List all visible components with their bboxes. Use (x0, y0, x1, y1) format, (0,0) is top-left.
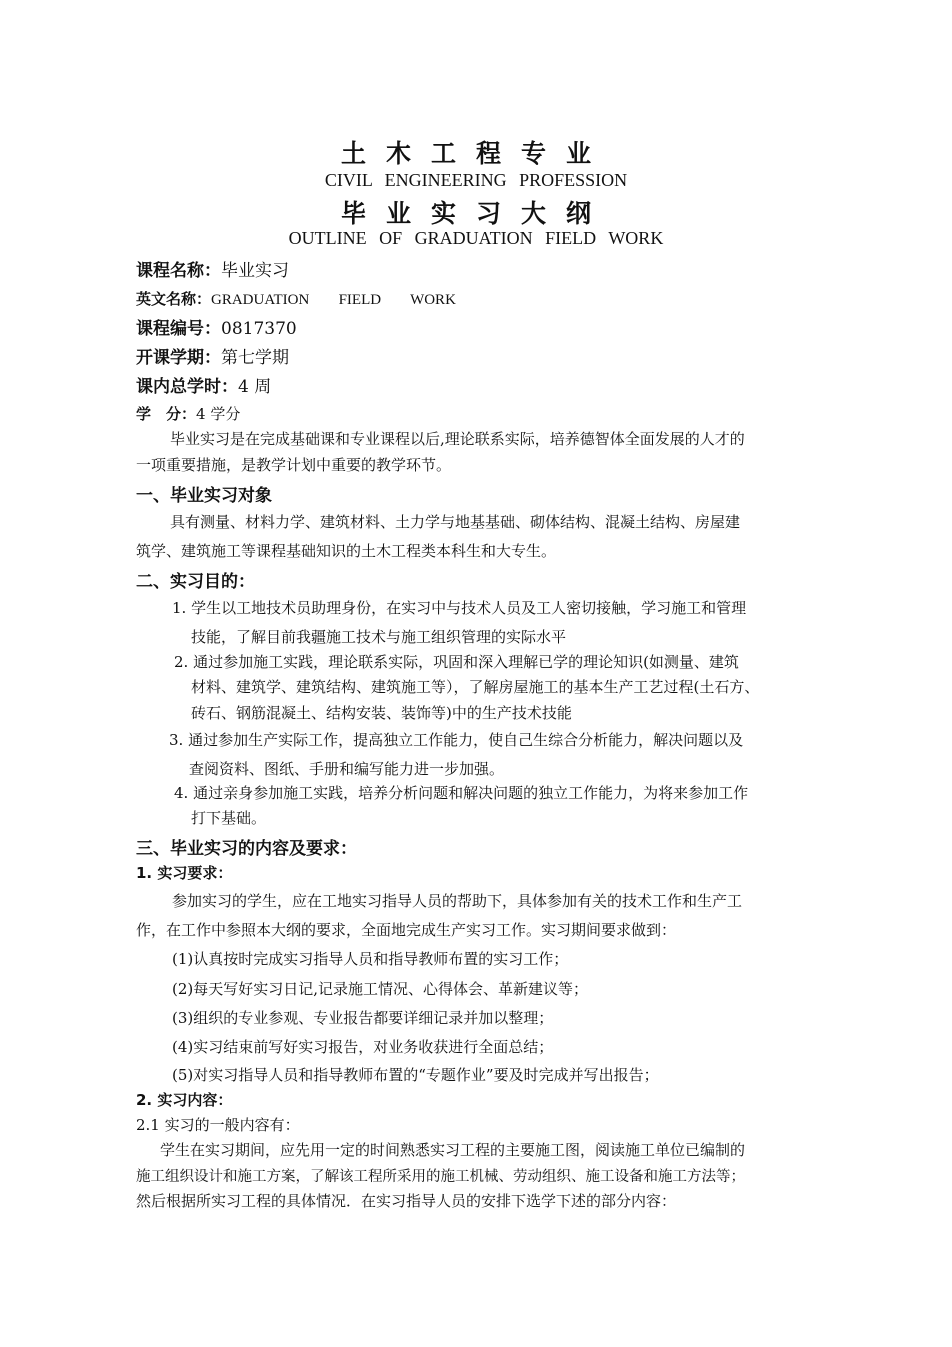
content-line-2: 施工组织设计和施工方案，了解该工程所采用的施工机械、劳动组织、施工设备和施工方法等； (136, 1169, 745, 1185)
course-code-label: 课程编号： (136, 319, 221, 339)
subtitle-english: OUTLINE OF GRADUATION FIELD WORK (288, 228, 664, 248)
requirement-item-2: (2)每天写好实习日记,记录施工情况、心得体会、革新建议等； (172, 980, 589, 998)
subtitle-chinese: 毕业实习大纲 (340, 199, 611, 228)
course-name-row (136, 256, 289, 281)
semester-label: 开课学期： (136, 348, 221, 368)
english-name-row (136, 288, 456, 309)
semester-value: 第七学期 (221, 348, 289, 368)
purpose-item-4-line-1: 4. 通过亲身参加施工实践，培养分析问题和解决问题的独立工作能力，为将来参加工作 (174, 784, 749, 802)
intro-line-2: 一项重要措施，是教学计划中重要的教学环节。 (136, 456, 452, 474)
english-name-value: GRADUATION FIELD WORK (211, 292, 456, 308)
purpose-item-2-line-1: 2. 通过参加施工实践，理论联系实际，巩固和深入理解已学的理论知识(如测量、建筑 (174, 653, 739, 671)
requirement-item-1: (1)认真按时完成实习指导人员和指导教师布置的实习工作； (172, 950, 569, 968)
requirement-item-5: (5)对实习指导人员和指导教师布置的“专题作业”要及时完成并写出报告； (172, 1066, 659, 1084)
purpose-item-3-line-2: 查阅资料、图纸、手册和编写能力进一步加强。 (189, 760, 505, 778)
intro-line-1: 毕业实习是在完成基础课和专业课程以后,理论联系实际，培养德智体全面发展的人才的 (170, 430, 745, 448)
credits-value: 4 学分 (196, 405, 241, 423)
requirements-line-2: 作，在工作中参照本大纲的要求，全面地完成生产实习工作。实习期间要求做到： (136, 921, 677, 939)
content-line-1: 学生在实习期间，应先用一定的时间熟悉实习工程的主要施工图，阅读施工单位已编制的 (160, 1141, 746, 1159)
purpose-item-2-line-2: 材料、建筑学、建筑结构、建筑施工等），了解房屋施工的基本生产工艺过程(土石方、 (191, 678, 760, 696)
credits-label: 学 分： (136, 405, 197, 423)
semester-row (136, 343, 289, 368)
requirements-heading: 1. 实习要求： (136, 864, 233, 882)
hours-label: 课内总学时： (136, 377, 238, 397)
purpose-item-3-line-1: 3. 通过参加生产实际工作，提高独立工作能力，使自己生综合分析能力，解决问题以及 (169, 731, 744, 749)
content-line-3: 然后根据所实习工程的具体情况．在实习指导人员的安排下选学下述的部分内容： (136, 1192, 677, 1210)
english-name-label: 英文名称： (136, 290, 212, 308)
section-1-heading: 一、毕业实习对象 (136, 486, 272, 506)
section-2-heading: 二、实习目的： (136, 572, 255, 592)
purpose-item-4-line-2: 打下基础。 (191, 809, 267, 827)
requirement-item-3: (3)组织的专业参观、专业报告都要详细记录并加以整理； (172, 1009, 554, 1027)
course-code-value: 0817370 (221, 319, 297, 339)
purpose-item-2-line-3: 砖石、钢筋混凝土、结构安装、装饰等)中的生产技术技能 (191, 704, 572, 722)
title-chinese: 土木工程专业 (340, 139, 611, 168)
purpose-item-1-line-2: 技能，了解目前我疆施工技术与施工组织管理的实际水平 (191, 628, 567, 646)
requirement-item-4: (4)实习结束前写好实习报告，对业务收获进行全面总结； (172, 1038, 554, 1056)
section-3-heading: 三、毕业实习的内容及要求： (136, 839, 357, 859)
content-subheading: 2.1 实习的一般内容有： (136, 1116, 300, 1134)
requirements-line-1: 参加实习的学生，应在工地实习指导人员的帮助下，具体参加有关的技术工作和生产工 (172, 892, 743, 910)
content-heading: 2. 实习内容： (136, 1091, 233, 1109)
credits-row (136, 403, 240, 424)
section-1-line-2: 筑学、建筑施工等课程基础知识的土木工程类本科生和大专生。 (136, 542, 557, 560)
title-english: CIVIL ENGINEERING PROFESSION (324, 170, 628, 190)
course-code-row (136, 314, 297, 339)
section-1-line-1: 具有测量、材料力学、建筑材料、土力学与地基基础、砌体结构、混凝土结构、房屋建 (170, 513, 741, 531)
course-name-value: 毕业实习 (221, 261, 289, 281)
purpose-item-1-line-1: 1. 学生以工地技术员助理身份，在实习中与技术人员及工人密切接触，学习施工和管理 (172, 599, 747, 617)
hours-row (136, 372, 271, 397)
course-name-label: 课程名称： (136, 261, 221, 281)
hours-value: 4 周 (238, 377, 272, 397)
